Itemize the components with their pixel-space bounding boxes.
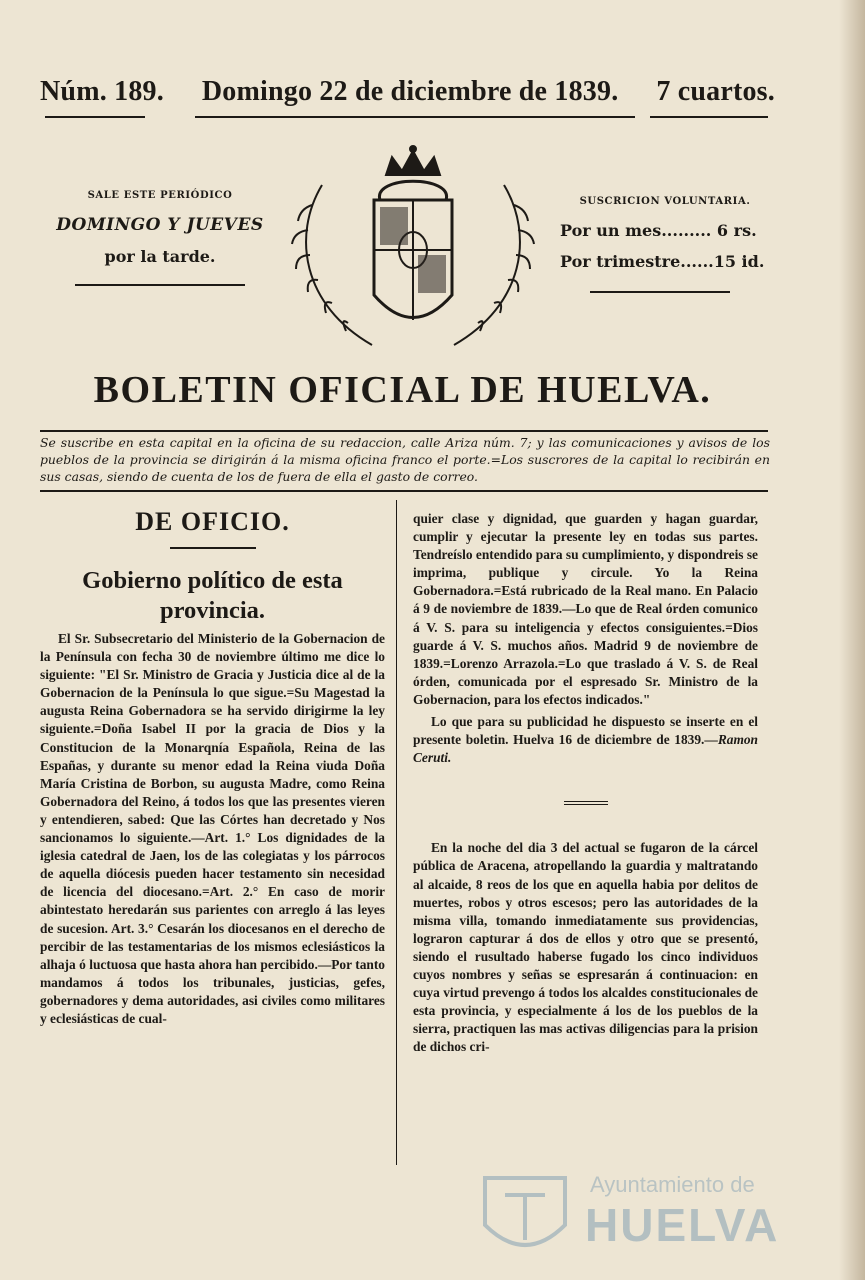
newspaper-title: BOLETIN OFICIAL DE HUELVA. [93,369,712,411]
watermark-line1: Ayuntamiento de [590,1172,755,1197]
schedule-label: SALE ESTE PERIÓDICO [87,190,233,201]
notice-rule-top [40,430,768,432]
section-rule [170,547,256,549]
subscription-prices [560,196,770,293]
watermark-line2: HUELVA [585,1199,780,1251]
column-divider [396,500,397,1165]
monthly-price: Por un mes......... 6 rs. [560,221,757,240]
issue-number: Núm. 189. [40,76,164,107]
signature: Ramon Ceruti. [413,732,758,766]
section-title: DE OFICIO. [135,507,290,536]
masthead-rule-right [650,116,768,118]
masthead-rule-left [45,116,145,118]
page-edge-shadow [839,0,865,1280]
publication-order-text: Lo que para su publicidad he dispuesto se inserte en el presente boletin. Huelva 16 de diciembre de 1839.— [413,714,758,748]
notice-rule-bottom [40,490,768,492]
schedule-days: DOMINGO Y JUEVES [56,215,264,235]
issue-date: Domingo 22 de diciembre de 1839. [201,76,619,107]
escape-notice: En la noche del dia 3 del actual se fugaron de la cárcel pública de Aracena, atropellando la guardia y maltratando al alcaide, 8 reos de los que en aquella habia por delitos de muertes, robos y otros escesos; pero las autoridades de la misma villa, tomando inmediatamente sus providencias, lograron capturar á dos de ellos y otro que se presentó, siendo el rusultado haberse fugado los cinco individuos cuyos nombres y señas se espresarán á continuacion: en cuya virtud prevengo á todos los alcaldes constitucionales de esta provincia, y especialmente á los de los pueblos de la sierra, practiquen las mas activas diligencias para la prision de dichos cri- [413,840,758,1055]
column-right [413,510,758,1056]
prices-rule [590,291,730,293]
article-continuation: quier clase y dignidad, que guarden y hagan guardar, cumplir y ejecutar la presente ley en todas sus partes. Tendreíslo entendido para su cumplimiento, y dispondreis se imprima, publique y circule. Yo la Reina Gobernadora.=Está rubricado de la Real mano. En Palacio á 9 de noviembre de 1839.—Lo que de Real órden comunico á V. S. para su inteligencia y efectos consiguientes.=Dios guarde á V. S. muchos años. Madrid 9 de noviembre de 1839.=Lorenzo Arrazola.=Lo que traslado á V. S. de Real órden, comunicada por el espresado Sr. Ministro de la Gobernacion, para los efectos indicados." [413,511,758,707]
publication-schedule [50,190,270,286]
article-body: El Sr. Subsecretario del Ministerio de la Gobernacion de la Península con fecha 30 de noviembre último me dice lo siguiente: "El Sr. Ministro de Gracia y Justicia dice al de la Gobernacion de la Península lo que sigue.=Su Magestad la augusta Reina Gobernadora se ha servido dirigirme la ley siguiente.=Doña Isabel II por la gracia de Dios y la Constitucion de la Monarqnía Española, Reina de las Españas, y durante su menor edad la Reina viuda Doña María Cristina de Borbon, su augusta Madre, como Reina Gobernadora del Reino, á todos los que las presentes vieren y entendieren, sabed: Que las Córtes han decretado y Nos sancionamos lo siguiente.—Art. 1.° Los dignidades de la iglesia catedral de Jaen, los de las colegiatas y los párrocos de aquella diócesis pueden hacer testamento sin necesidad de licencia del diocesano.=Art. 2.° En caso de morir abintestato heredarán sus parientes con arreglo á las leyes de sucesion. Art. 3.° Cesarán los diocesanos en el derecho de percibir de las testamentarias de los mismos eclesiásticos la alhaja ó luctuosa que hasta ahora han percibido.—Por tanto mandamos á todos los tribunales, justicias, gefes, gobernadores y dema autoridades, asi civiles como militares y eclesiásticas de cual- [40,631,385,1026]
subscription-label: SUSCRICION VOLUNTARIA. [579,196,751,207]
article-heading: Gobierno político de esta provincia. [82,567,343,624]
quarterly-price: Por trimestre......15 id. [560,252,765,271]
masthead-rule-center [195,116,635,118]
column-left [40,505,385,1028]
city-shield-icon [475,1170,575,1265]
archive-watermark [455,1160,795,1270]
masthead [40,76,775,108]
issue-price: 7 cuartos. [656,76,775,107]
schedule-time: por la tarde. [104,247,216,266]
subscription-notice: Se suscribe en esta capital en la oficina de su redaccion, calle Ariza núm. 7; y las comunicaciones y avisos de los pueblos de la provincia se dirigirán á la misma oficina franco el porte.=Los suscrores de la capital lo recibirán en sus casas, siendo de cuenta de los de fuera de ella el gasto de correo. [40,435,770,484]
article-separator [564,801,608,805]
schedule-rule [75,284,245,286]
publication-order [413,713,758,767]
royal-coat-of-arms-icon [282,145,544,355]
